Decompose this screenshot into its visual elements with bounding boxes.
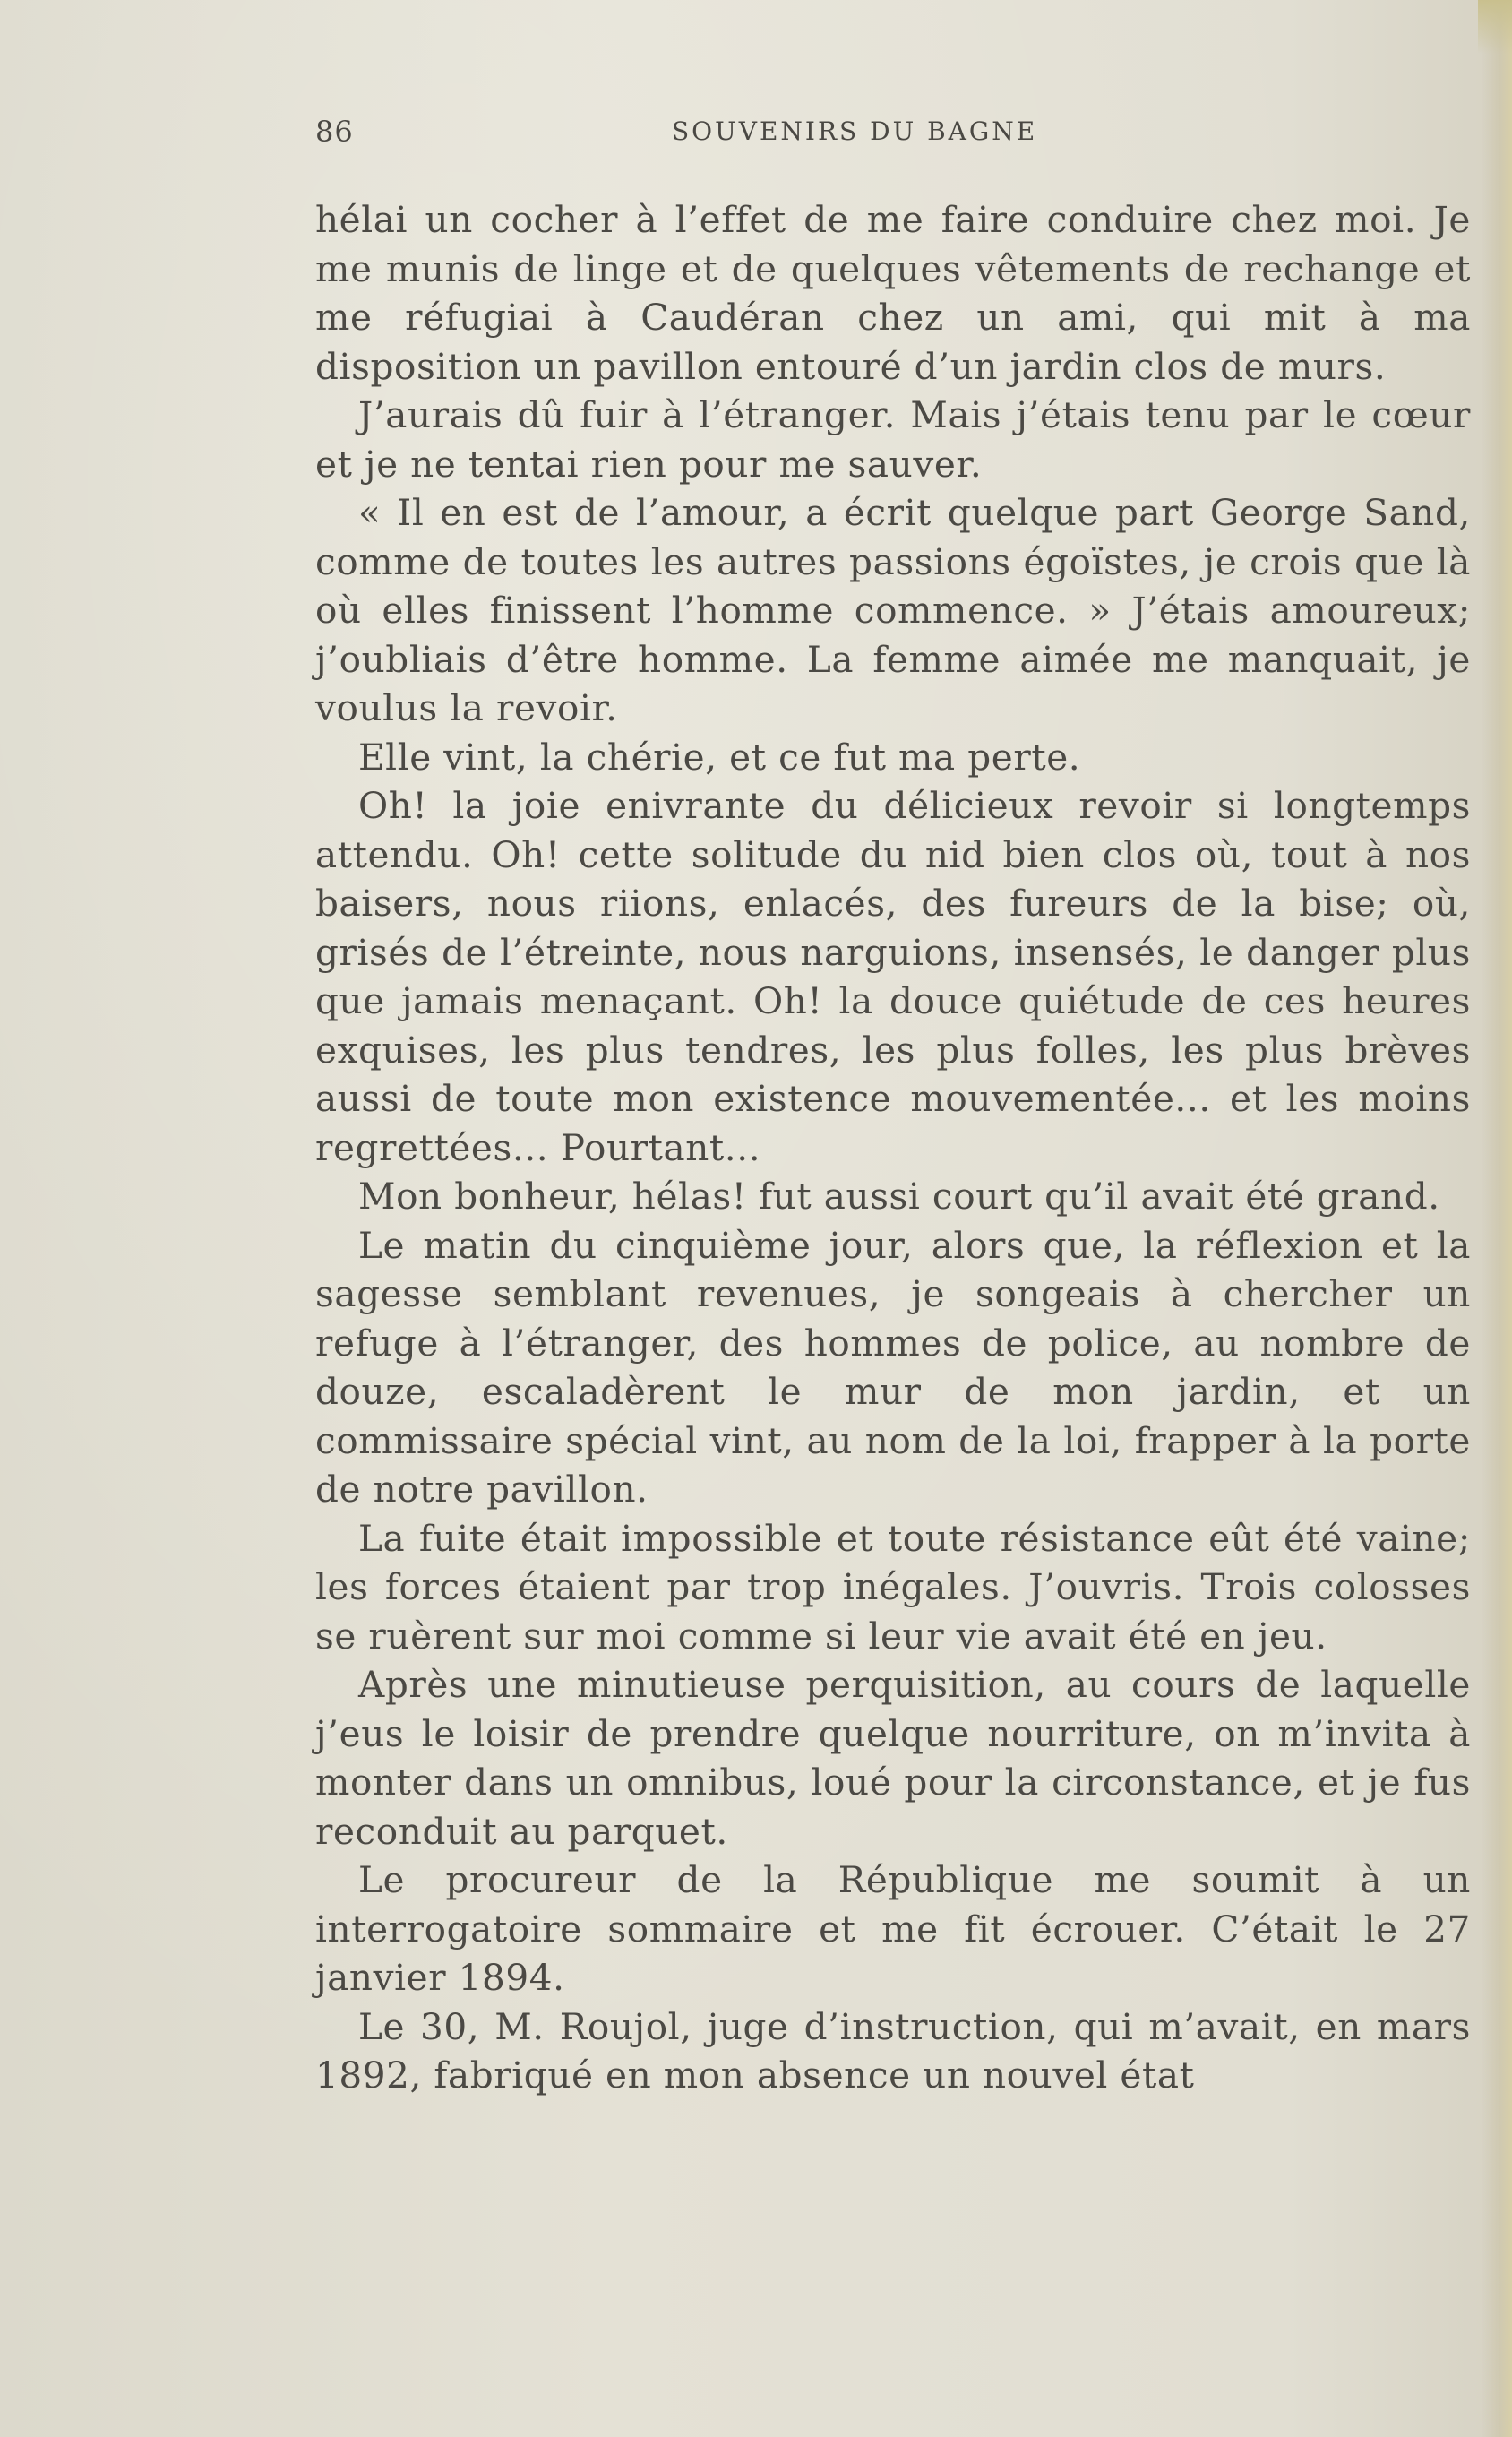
paragraph: Elle vint, la chérie, et ce fut ma perte. (358, 735, 1081, 779)
paragraph: Après une minutieuse perquisition, au cours de laquelle j’eus le loisir de prendre quelque nourriture, on m’invita à monter dans un omnibus, loué pour la circonstance, et je fus reconduit au parquet. (315, 1663, 1471, 1853)
paragraph: Mon bonheur, hélas! fut aussi court qu’il avait été grand. (358, 1175, 1440, 1218)
paragraph: Le 30, M. Roujol, juge d’instruction, qui m’avait, en mars 1892, fabriqué en mon absence un nouvel état (315, 2004, 1471, 2097)
paragraph: « Il en est de l’amour, a écrit quelque part George Sand, comme de toutes les autres passions égoïstes, je crois que là où elles finissent l’homme commence. » J’étais amoureux; j’oubliais d’être homme. La femme aimée me manquait, je voulus la revoir. (315, 491, 1471, 729)
paragraph: Le matin du cinquième jour, alors que, la réflexion et la sagesse semblant revenues, je songeais à chercher un refuge à l’étranger, des hommes de police, au nombre de douze, escaladèrent le mur de mon jardin, et un commissaire spécial vint, au nom de la loi, frapper à la porte de notre pavillon. (315, 1223, 1471, 1511)
paragraph: J’aurais dû fuir à l’étranger. Mais j’étais tenu par le cœur et je ne tentai rien pour me sauver. (315, 393, 1471, 486)
body-text (315, 195, 1471, 2100)
paragraph: Oh! la joie enivrante du délicieux revoir si longtemps attendu. Oh! cette solitude du nid bien clos où, tout à nos baisers, nous riions, enlacés, des fureurs de la bise; où, grisés de l’étreinte, nous narguions, insensés, le danger plus que jamais menaçant. Oh! la douce quiétude de ces heures exquises, les plus tendres, les plus folles, les plus brèves aussi de toute mon existence mouvementée... et les moins regrettées... Pourtant... (315, 784, 1471, 1169)
paragraph: La fuite était impossible et toute résistance eût été vaine; les forces étaient par trop inégales. J’ouvris. Trois colosses se ruèrent sur moi comme si leur vie avait été en jeu. (315, 1516, 1471, 1658)
running-title: SOUVENIRS DU BAGNE (672, 116, 1038, 146)
running-header (315, 115, 1471, 154)
page-edge-shadow (1482, 0, 1512, 2437)
page-number: 86 (315, 115, 354, 149)
paragraph: Le procureur de la République me soumit à un interrogatoire sommaire et me fit écrouer. C’était le 27 janvier 1894. (315, 1858, 1471, 1999)
page-corner-stain (1478, 0, 1512, 54)
paragraph: hélai un cocher à l’effet de me faire conduire chez moi. Je me munis de linge et de quelques vêtements de rechange et me réfugiai à Caudéran chez un ami, qui mit à ma disposition un pavillon entouré d’un jardin clos de murs. (315, 198, 1471, 388)
